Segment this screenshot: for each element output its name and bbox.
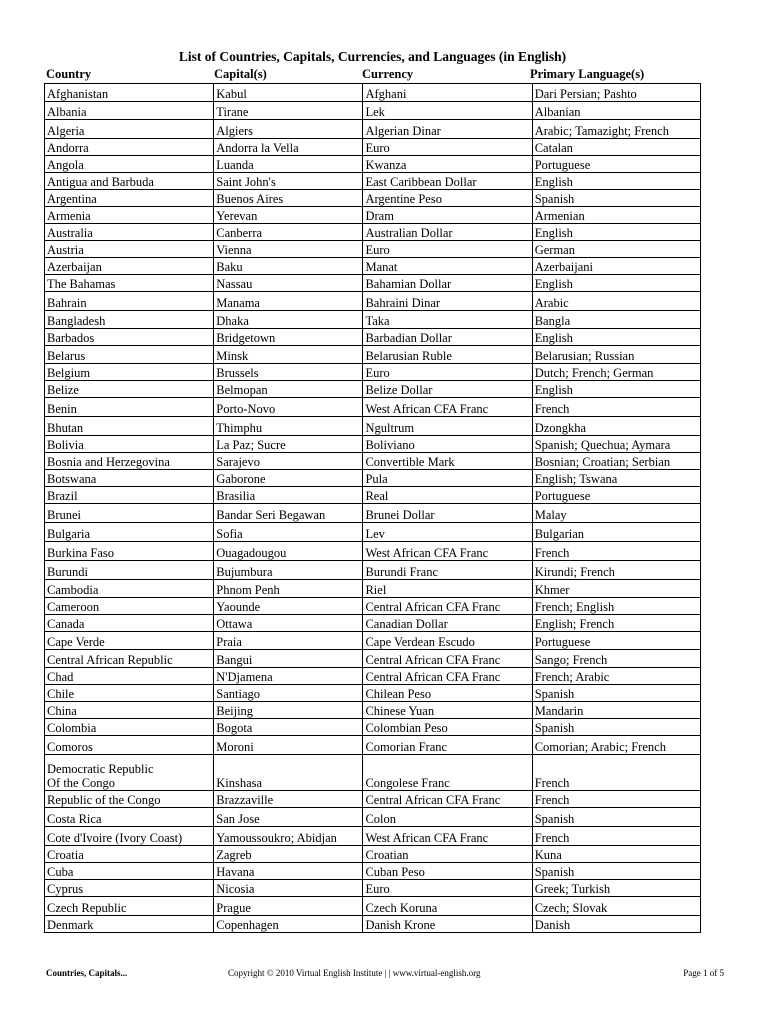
cell-currency: Taka bbox=[363, 311, 532, 329]
cell-country: Andorra bbox=[45, 139, 214, 156]
cell-language: Azerbaijani bbox=[532, 258, 700, 275]
cell-language: Albanian bbox=[532, 102, 700, 120]
cell-currency: Cape Verdean Escudo bbox=[363, 632, 532, 650]
table-row bbox=[45, 916, 701, 933]
cell-language: Belarusian; Russian bbox=[532, 346, 700, 364]
table-row bbox=[45, 139, 701, 156]
cell-country: Belgium bbox=[45, 364, 214, 381]
cell-currency: Euro bbox=[363, 880, 532, 897]
footer-document-name: Countries, Capitals... bbox=[46, 968, 128, 978]
table-row bbox=[45, 808, 701, 827]
table-row bbox=[45, 542, 701, 561]
cell-currency: Chilean Peso bbox=[363, 685, 532, 702]
table-row bbox=[45, 827, 701, 846]
cell-currency: Euro bbox=[363, 241, 532, 258]
cell-language: Bosnian; Croatian; Serbian bbox=[532, 453, 700, 470]
table-row bbox=[45, 102, 701, 120]
table-row bbox=[45, 311, 701, 329]
table-row bbox=[45, 190, 701, 207]
cell-currency: Belize Dollar bbox=[363, 381, 532, 398]
cell-capital: La Paz; Sucre bbox=[214, 436, 363, 453]
table-row bbox=[45, 84, 701, 102]
table-row bbox=[45, 615, 701, 632]
cell-language: French bbox=[532, 827, 700, 846]
cell-country: Argentina bbox=[45, 190, 214, 207]
cell-capital: Yerevan bbox=[214, 207, 363, 224]
cell-country bbox=[45, 755, 214, 791]
cell-currency: Czech Koruna bbox=[363, 897, 532, 916]
cell-country: Barbados bbox=[45, 329, 214, 346]
cell-capital: Algiers bbox=[214, 120, 363, 139]
cell-capital: Andorra la Vella bbox=[214, 139, 363, 156]
cell-language: French bbox=[532, 791, 700, 808]
cell-capital: Nassau bbox=[214, 275, 363, 292]
table-row bbox=[45, 329, 701, 346]
table-row bbox=[45, 292, 701, 311]
cell-currency: Ngultrum bbox=[363, 417, 532, 436]
cell-language: Bangla bbox=[532, 311, 700, 329]
column-header-language: Primary Language(s) bbox=[530, 67, 645, 81]
cell-currency: Barbadian Dollar bbox=[363, 329, 532, 346]
cell-currency: West African CFA Franc bbox=[363, 542, 532, 561]
cell-country: Burundi bbox=[45, 561, 214, 580]
cell-language: Spanish; Quechua; Aymara bbox=[532, 436, 700, 453]
cell-country: Angola bbox=[45, 156, 214, 173]
cell-country: Afghanistan bbox=[45, 84, 214, 102]
cell-currency: Real bbox=[363, 487, 532, 504]
table-row bbox=[45, 224, 701, 241]
table-row bbox=[45, 846, 701, 863]
cell-country: Belize bbox=[45, 381, 214, 398]
cell-country: Antigua and Barbuda bbox=[45, 173, 214, 190]
cell-country: Burkina Faso bbox=[45, 542, 214, 561]
cell-capital: Brazzaville bbox=[214, 791, 363, 808]
cell-capital: Bangui bbox=[214, 650, 363, 668]
cell-country: Bosnia and Herzegovina bbox=[45, 453, 214, 470]
cell-country: Bhutan bbox=[45, 417, 214, 436]
cell-capital: San Jose bbox=[214, 808, 363, 827]
cell-currency: Bahraini Dinar bbox=[363, 292, 532, 311]
cell-capital: Saint John's bbox=[214, 173, 363, 190]
cell-capital: Minsk bbox=[214, 346, 363, 364]
cell-country: Bahrain bbox=[45, 292, 214, 311]
cell-currency: Comorian Franc bbox=[363, 736, 532, 755]
cell-capital: N'Djamena bbox=[214, 668, 363, 685]
table-row bbox=[45, 523, 701, 542]
cell-currency: Riel bbox=[363, 580, 532, 598]
cell-language: Dari Persian; Pashto bbox=[532, 84, 700, 102]
cell-capital: Kinshasa bbox=[214, 755, 363, 791]
cell-language: English; Tswana bbox=[532, 470, 700, 487]
cell-currency: Brunei Dollar bbox=[363, 504, 532, 523]
cell-country: Brazil bbox=[45, 487, 214, 504]
cell-language: Bulgarian bbox=[532, 523, 700, 542]
cell-capital: Havana bbox=[214, 863, 363, 880]
cell-language: English bbox=[532, 381, 700, 398]
cell-language: Arabic; Tamazight; French bbox=[532, 120, 700, 139]
cell-currency: Australian Dollar bbox=[363, 224, 532, 241]
cell-language: Armenian bbox=[532, 207, 700, 224]
cell-country-line2: Of the Congo bbox=[47, 776, 116, 790]
cell-currency: Central African CFA Franc bbox=[363, 650, 532, 668]
table-row bbox=[45, 398, 701, 417]
table-row bbox=[45, 755, 701, 791]
cell-country: Botswana bbox=[45, 470, 214, 487]
cell-capital: Manama bbox=[214, 292, 363, 311]
table-row bbox=[45, 719, 701, 736]
cell-country: Cape Verde bbox=[45, 632, 214, 650]
cell-language: Catalan bbox=[532, 139, 700, 156]
cell-country: Comoros bbox=[45, 736, 214, 755]
column-header-capital: Capital(s) bbox=[214, 67, 267, 81]
cell-capital: Yaounde bbox=[214, 598, 363, 615]
cell-language: Dutch; French; German bbox=[532, 364, 700, 381]
cell-language: Khmer bbox=[532, 580, 700, 598]
table-row bbox=[45, 364, 701, 381]
cell-currency: Burundi Franc bbox=[363, 561, 532, 580]
cell-currency: Bahamian Dollar bbox=[363, 275, 532, 292]
table-row bbox=[45, 381, 701, 398]
cell-currency: Algerian Dinar bbox=[363, 120, 532, 139]
cell-language: Portuguese bbox=[532, 632, 700, 650]
table-row bbox=[45, 346, 701, 364]
cell-capital: Beijing bbox=[214, 702, 363, 719]
cell-currency: Congolese Franc bbox=[363, 755, 532, 791]
cell-capital: Bogota bbox=[214, 719, 363, 736]
cell-language: French; Arabic bbox=[532, 668, 700, 685]
cell-currency: West African CFA Franc bbox=[363, 398, 532, 417]
cell-capital: Vienna bbox=[214, 241, 363, 258]
cell-currency: Cuban Peso bbox=[363, 863, 532, 880]
cell-language: Spanish bbox=[532, 685, 700, 702]
page-footer bbox=[44, 966, 724, 980]
cell-capital: Luanda bbox=[214, 156, 363, 173]
cell-country: The Bahamas bbox=[45, 275, 214, 292]
cell-language: Kuna bbox=[532, 846, 700, 863]
cell-capital: Brasilia bbox=[214, 487, 363, 504]
cell-country: Costa Rica bbox=[45, 808, 214, 827]
cell-capital: Praia bbox=[214, 632, 363, 650]
cell-country: Algeria bbox=[45, 120, 214, 139]
cell-country: China bbox=[45, 702, 214, 719]
table-row bbox=[45, 880, 701, 897]
cell-currency: Danish Krone bbox=[363, 916, 532, 933]
footer-copyright: Copyright © 2010 Virtual English Institute | | www.virtual-english.org bbox=[228, 968, 481, 978]
column-header-currency: Currency bbox=[362, 67, 414, 81]
table-row bbox=[45, 702, 701, 719]
cell-language: Mandarin bbox=[532, 702, 700, 719]
cell-language: French bbox=[532, 398, 700, 417]
table-row bbox=[45, 736, 701, 755]
cell-country: Australia bbox=[45, 224, 214, 241]
cell-currency: Kwanza bbox=[363, 156, 532, 173]
cell-capital: Gaborone bbox=[214, 470, 363, 487]
table-row bbox=[45, 173, 701, 190]
table-row bbox=[45, 207, 701, 224]
cell-currency: Manat bbox=[363, 258, 532, 275]
cell-language: English bbox=[532, 224, 700, 241]
cell-country: Bulgaria bbox=[45, 523, 214, 542]
table-row bbox=[45, 156, 701, 173]
cell-capital: Sofia bbox=[214, 523, 363, 542]
cell-capital: Ottawa bbox=[214, 615, 363, 632]
cell-country: Chile bbox=[45, 685, 214, 702]
column-header-country: Country bbox=[46, 67, 92, 81]
cell-capital: Bandar Seri Begawan bbox=[214, 504, 363, 523]
table-row bbox=[45, 417, 701, 436]
cell-currency: Colon bbox=[363, 808, 532, 827]
cell-currency: Boliviano bbox=[363, 436, 532, 453]
table-row bbox=[45, 241, 701, 258]
cell-country: Chad bbox=[45, 668, 214, 685]
cell-language: Spanish bbox=[532, 719, 700, 736]
cell-currency: Argentine Peso bbox=[363, 190, 532, 207]
cell-language: English bbox=[532, 329, 700, 346]
cell-currency: Lek bbox=[363, 102, 532, 120]
table-row bbox=[45, 598, 701, 615]
cell-country: Cambodia bbox=[45, 580, 214, 598]
cell-country: Cameroon bbox=[45, 598, 214, 615]
cell-country-line1: Democratic Republic bbox=[47, 762, 154, 776]
cell-capital: Dhaka bbox=[214, 311, 363, 329]
cell-currency: Central African CFA Franc bbox=[363, 791, 532, 808]
cell-capital: Prague bbox=[214, 897, 363, 916]
cell-currency: West African CFA Franc bbox=[363, 827, 532, 846]
cell-currency: Euro bbox=[363, 139, 532, 156]
cell-country: Canada bbox=[45, 615, 214, 632]
cell-language: Greek; Turkish bbox=[532, 880, 700, 897]
table-row bbox=[45, 791, 701, 808]
cell-capital: Thimphu bbox=[214, 417, 363, 436]
table-row bbox=[45, 504, 701, 523]
cell-country: Brunei bbox=[45, 504, 214, 523]
countries-table bbox=[44, 83, 701, 933]
table-row bbox=[45, 650, 701, 668]
cell-capital: Sarajevo bbox=[214, 453, 363, 470]
column-headers bbox=[44, 66, 701, 83]
cell-language: English bbox=[532, 173, 700, 190]
cell-currency: Afghani bbox=[363, 84, 532, 102]
footer-page-number: Page 1 of 5 bbox=[683, 968, 724, 978]
cell-capital: Nicosia bbox=[214, 880, 363, 897]
cell-country: Austria bbox=[45, 241, 214, 258]
cell-currency: Croatian bbox=[363, 846, 532, 863]
cell-country: Central African Republic bbox=[45, 650, 214, 668]
cell-country: Cuba bbox=[45, 863, 214, 880]
cell-country: Republic of the Congo bbox=[45, 791, 214, 808]
cell-capital: Canberra bbox=[214, 224, 363, 241]
table-row bbox=[45, 258, 701, 275]
cell-language: Kirundi; French bbox=[532, 561, 700, 580]
table-row bbox=[45, 453, 701, 470]
cell-language: Malay bbox=[532, 504, 700, 523]
table-row bbox=[45, 275, 701, 292]
cell-capital: Tirane bbox=[214, 102, 363, 120]
cell-capital: Bujumbura bbox=[214, 561, 363, 580]
cell-language: English; French bbox=[532, 615, 700, 632]
cell-capital: Yamoussoukro; Abidjan bbox=[214, 827, 363, 846]
cell-country: Denmark bbox=[45, 916, 214, 933]
cell-capital: Buenos Aires bbox=[214, 190, 363, 207]
table-row bbox=[45, 487, 701, 504]
cell-capital: Bridgetown bbox=[214, 329, 363, 346]
cell-country: Cote d'Ivoire (Ivory Coast) bbox=[45, 827, 214, 846]
cell-country: Belarus bbox=[45, 346, 214, 364]
cell-capital: Ouagadougou bbox=[214, 542, 363, 561]
cell-country: Azerbaijan bbox=[45, 258, 214, 275]
cell-currency: Central African CFA Franc bbox=[363, 598, 532, 615]
cell-capital: Belmopan bbox=[214, 381, 363, 398]
cell-capital: Brussels bbox=[214, 364, 363, 381]
cell-capital: Zagreb bbox=[214, 846, 363, 863]
cell-language: Portuguese bbox=[532, 156, 700, 173]
cell-currency: Lev bbox=[363, 523, 532, 542]
cell-capital: Moroni bbox=[214, 736, 363, 755]
cell-language: Sango; French bbox=[532, 650, 700, 668]
table-row bbox=[45, 470, 701, 487]
cell-currency: Central African CFA Franc bbox=[363, 668, 532, 685]
table-row bbox=[45, 436, 701, 453]
cell-capital: Phnom Penh bbox=[214, 580, 363, 598]
cell-language: Spanish bbox=[532, 190, 700, 207]
table-body bbox=[45, 84, 701, 933]
cell-country: Armenia bbox=[45, 207, 214, 224]
cell-language: Arabic bbox=[532, 292, 700, 311]
cell-capital: Copenhagen bbox=[214, 916, 363, 933]
cell-country: Croatia bbox=[45, 846, 214, 863]
table-row bbox=[45, 863, 701, 880]
cell-country: Bangladesh bbox=[45, 311, 214, 329]
cell-currency: Colombian Peso bbox=[363, 719, 532, 736]
cell-capital: Baku bbox=[214, 258, 363, 275]
cell-currency: Dram bbox=[363, 207, 532, 224]
cell-language: Spanish bbox=[532, 808, 700, 827]
table-row bbox=[45, 580, 701, 598]
cell-country: Albania bbox=[45, 102, 214, 120]
cell-country: Benin bbox=[45, 398, 214, 417]
cell-language: French; English bbox=[532, 598, 700, 615]
cell-language: Czech; Slovak bbox=[532, 897, 700, 916]
table-row bbox=[45, 897, 701, 916]
cell-country: Czech Republic bbox=[45, 897, 214, 916]
table-row bbox=[45, 120, 701, 139]
cell-language: Dzongkha bbox=[532, 417, 700, 436]
cell-language: French bbox=[532, 542, 700, 561]
cell-language: Danish bbox=[532, 916, 700, 933]
cell-country: Colombia bbox=[45, 719, 214, 736]
cell-language: French bbox=[532, 755, 700, 791]
cell-currency: East Caribbean Dollar bbox=[363, 173, 532, 190]
table-row bbox=[45, 561, 701, 580]
table-row bbox=[45, 685, 701, 702]
page-title: List of Countries, Capitals, Currencies, and Languages (in English) bbox=[178, 49, 567, 64]
cell-currency: Belarusian Ruble bbox=[363, 346, 532, 364]
cell-currency: Canadian Dollar bbox=[363, 615, 532, 632]
cell-capital: Porto-Novo bbox=[214, 398, 363, 417]
cell-language: Portuguese bbox=[532, 487, 700, 504]
cell-language: German bbox=[532, 241, 700, 258]
cell-currency: Pula bbox=[363, 470, 532, 487]
cell-currency: Chinese Yuan bbox=[363, 702, 532, 719]
cell-language: Spanish bbox=[532, 863, 700, 880]
cell-currency: Euro bbox=[363, 364, 532, 381]
table-row bbox=[45, 632, 701, 650]
cell-language: Comorian; Arabic; French bbox=[532, 736, 700, 755]
cell-country: Cyprus bbox=[45, 880, 214, 897]
cell-capital: Kabul bbox=[214, 84, 363, 102]
cell-language: English bbox=[532, 275, 700, 292]
cell-country: Bolivia bbox=[45, 436, 214, 453]
table-row bbox=[45, 668, 701, 685]
cell-currency: Convertible Mark bbox=[363, 453, 532, 470]
cell-capital: Santiago bbox=[214, 685, 363, 702]
